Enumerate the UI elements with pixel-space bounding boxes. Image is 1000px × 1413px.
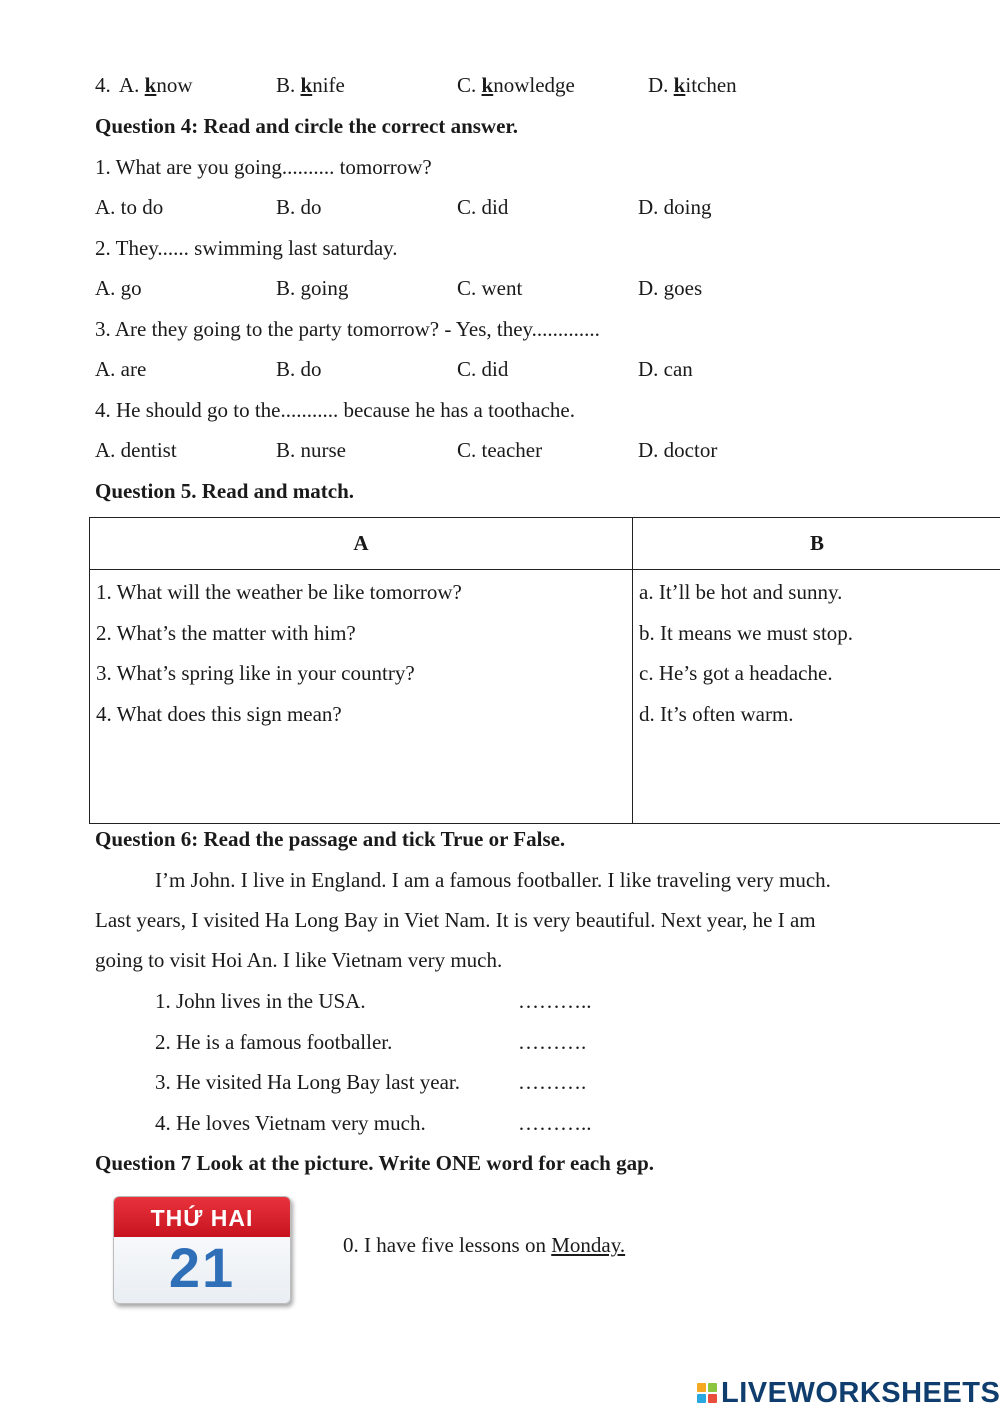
q3-option-c[interactable]: C. knowledge	[457, 73, 575, 97]
match-a-item[interactable]: 2. What’s the matter with him?	[96, 620, 356, 645]
q4-q1-option-c[interactable]: C. did	[457, 195, 509, 219]
q4-q3-option-b[interactable]: B. do	[276, 357, 322, 381]
q4-q3-option-a[interactable]: A. are	[95, 357, 147, 381]
calendar-date: 21	[168, 1236, 236, 1299]
match-col-b	[633, 570, 1000, 824]
q4-q4-option-c[interactable]: C. teacher	[457, 438, 543, 462]
q4-q4-option-d[interactable]: D. doctor	[638, 438, 718, 462]
q4-q1-option-a[interactable]: A. to do	[95, 195, 164, 219]
q4-q1-option-d[interactable]: D. doing	[638, 195, 712, 219]
q4-q2-option-d[interactable]: D. goes	[638, 276, 703, 300]
q3-option-a[interactable]: A. know	[119, 73, 193, 97]
q4-title: Question 4: Read and circle the correct answer.	[95, 114, 519, 138]
q6-answer-blank[interactable]: ………..	[518, 989, 592, 1013]
match-b-item[interactable]: b. It means we must stop.	[639, 620, 854, 645]
match-b-item[interactable]: d. It’s often warm.	[639, 701, 794, 726]
q4-q4-option-a[interactable]: A. dentist	[95, 438, 177, 462]
q7-example-prefix: 0. I have five lessons on	[343, 1233, 552, 1257]
logo-square	[708, 1383, 717, 1392]
q6-statement: 4. He loves Vietnam very much.	[155, 1111, 426, 1135]
match-col-a	[90, 570, 633, 824]
q4-question-2: 2. They...... swimming last saturday.	[95, 236, 398, 260]
q6-statement: 1. John lives in the USA.	[155, 989, 366, 1013]
q7-title: Question 7 Look at the picture. Write ONE word for each gap.	[95, 1151, 655, 1175]
match-b-item[interactable]: c. He’s got a headache.	[639, 661, 833, 686]
match-a-item[interactable]: 1. What will the weather be like tomorrow?	[96, 580, 462, 604]
logo-square	[697, 1394, 706, 1403]
match-table	[89, 517, 1000, 824]
q4-q1-option-b[interactable]: B. do	[276, 195, 322, 219]
q7-example-answer: Monday.	[551, 1233, 626, 1257]
q6-answer-blank[interactable]: ……….	[518, 1070, 587, 1094]
q6-title: Question 6: Read the passage and tick True or False.	[95, 827, 566, 851]
calendar-day: THỨ HAI	[114, 1197, 290, 1237]
q7-example	[343, 1235, 625, 1256]
q3-item-4-number: 4.	[95, 73, 111, 97]
calendar-picture	[113, 1196, 291, 1304]
q4-q3-option-d[interactable]: D. can	[638, 357, 693, 381]
q6-answer-blank[interactable]: ……….	[518, 1030, 587, 1054]
q6-passage-line: I’m John. I live in England. I am a famous footballer. I like traveling very much.	[155, 868, 831, 892]
liveworksheets-logo-icon	[697, 1383, 717, 1403]
q3-option-b[interactable]: B. knife	[276, 73, 345, 97]
q4-question-3: 3. Are they going to the party tomorrow? - Yes, they.............	[95, 317, 600, 341]
q6-answer-blank[interactable]: ………..	[518, 1111, 592, 1135]
logo-square	[708, 1394, 717, 1403]
match-b-item[interactable]: a. It’ll be hot and sunny.	[639, 580, 843, 604]
q6-passage-line: Last years, I visited Ha Long Bay in Viet Nam. It is very beautiful. Next year, he I am	[95, 908, 816, 932]
match-col-b-header: B	[633, 518, 1000, 570]
match-a-item[interactable]: 3. What’s spring like in your country?	[96, 661, 415, 686]
q3-option-d[interactable]: D. kitchen	[648, 73, 737, 97]
logo-square	[697, 1383, 706, 1392]
q4-q3-option-c[interactable]: C. did	[457, 357, 509, 381]
q4-q4-option-b[interactable]: B. nurse	[276, 438, 346, 462]
q4-question-4: 4. He should go to the........... because he has a toothache.	[95, 398, 575, 422]
liveworksheets-logo-text: LIVEWORKSHEETS	[721, 1376, 1000, 1409]
match-a-item[interactable]: 4. What does this sign mean?	[96, 701, 342, 726]
q6-passage-line: going to visit Hoi An. I like Vietnam very much.	[95, 948, 503, 972]
q6-statement: 2. He is a famous footballer.	[155, 1030, 393, 1054]
q4-q2-option-c[interactable]: C. went	[457, 276, 523, 300]
q4-q2-option-a[interactable]: A. go	[95, 276, 142, 300]
match-col-a-header: A	[90, 518, 633, 570]
q6-statement: 3. He visited Ha Long Bay last year.	[155, 1070, 461, 1094]
liveworksheets-logo	[697, 1378, 1000, 1408]
q4-q2-option-b[interactable]: B. going	[276, 276, 349, 300]
q4-question-1: 1. What are you going.......... tomorrow?	[95, 155, 432, 179]
q5-title: Question 5. Read and match.	[95, 479, 355, 503]
